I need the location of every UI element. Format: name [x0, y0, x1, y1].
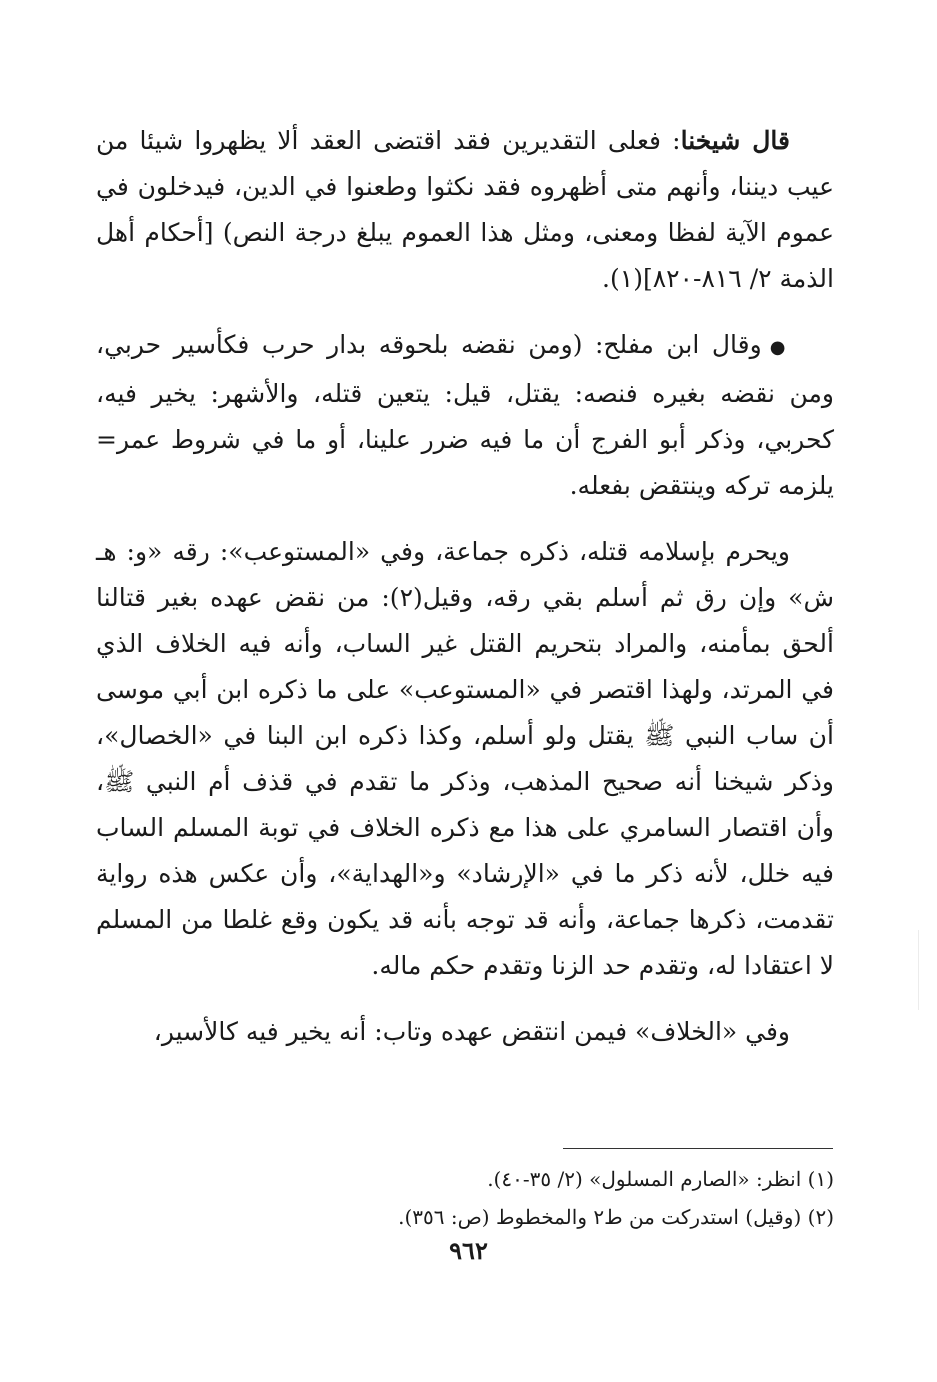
paragraph-1-lead: قال شيخنا [680, 126, 790, 155]
footnotes [96, 1160, 834, 1236]
footnote-2: (٢) (وقيل) استدركت من ط٢ والمخطوط (ص: ٣٥٦). [398, 1205, 834, 1229]
paragraph-4: وفي «الخلاف» فيمن انتقض عهده وتاب: أنه يخير فيه كالأسير، [153, 1017, 790, 1046]
page-body [96, 118, 834, 1055]
paragraph-3: ويحرم بإسلامه قتله، ذكره جماعة، وفي «المستوعب»: رقه «و: هـ ش» وإن رق ثم أسلم بقي رقه، وقيل(٢): من نقض عهده بغير قتالنا ألحق بمأمنه، والمراد بتحريم القتل غير الساب، وأنه فيه الخلاف الذي في المرتد، ولهذا اقتصر في «المستوعب» على ما ذكره ابن أبي موسى أن ساب النبي ﷺ يقتل ولو أسلم، وكذا ذكره ابن البنا في «الخصال»، وذكر شيخنا أنه صحيح المذهب، وذكر ما تقدم في قذف أم النبي ﷺ، وأن اقتصار السامري على هذا مع ذكره الخلاف في توبة المسلم الساب فيه خلل، لأنه ذكر ما في «الإرشاد» و«الهداية»، وأن عكس هذه رواية تقدمت، ذكرها جماعة، وأنه قد توجه بأنه قد يكون وقع غلطا من المسلم لا اعتقادا له، وتقدم حد الزنا وتقدم حكم ماله. [96, 537, 834, 980]
scan-artifact [918, 930, 919, 1010]
paragraph-1 [96, 118, 834, 302]
paragraph-1-text: : فعلى التقديرين فقد اقتضى العقد ألا يظهروا شيئا من عيب ديننا، وأنهم متى أظهروه فقد نكثوا وطعنوا في الدين، فيدخلون في عموم الآية لفظا ومعنى، ومثل هذا العموم يبلغ درجة النص) [أحكام أهل الذمة ٢/ ٨١٦-٨٢٠](١). [96, 126, 834, 293]
footnote-divider [563, 1148, 833, 1149]
footnote-1: (١) انظر: «الصارم المسلول» (٢/ ٣٥-٤٠). [487, 1167, 834, 1191]
paragraph-2: ● وقال ابن مفلح: (ومن نقضه بلحوقه بدار حرب فكأسير حربي، ومن نقضه بغيره فنصه: يقتل، قيل: يتعين قتله، والأشهر: يخير فيه، كحربي، وذكر أبو الفرج أن ما فيه ضرر علينا، أو ما في شروط عمر= يلزمه تركه وينتقض بفعله. [96, 322, 834, 509]
page-number: ٩٦٢ [449, 1236, 488, 1265]
